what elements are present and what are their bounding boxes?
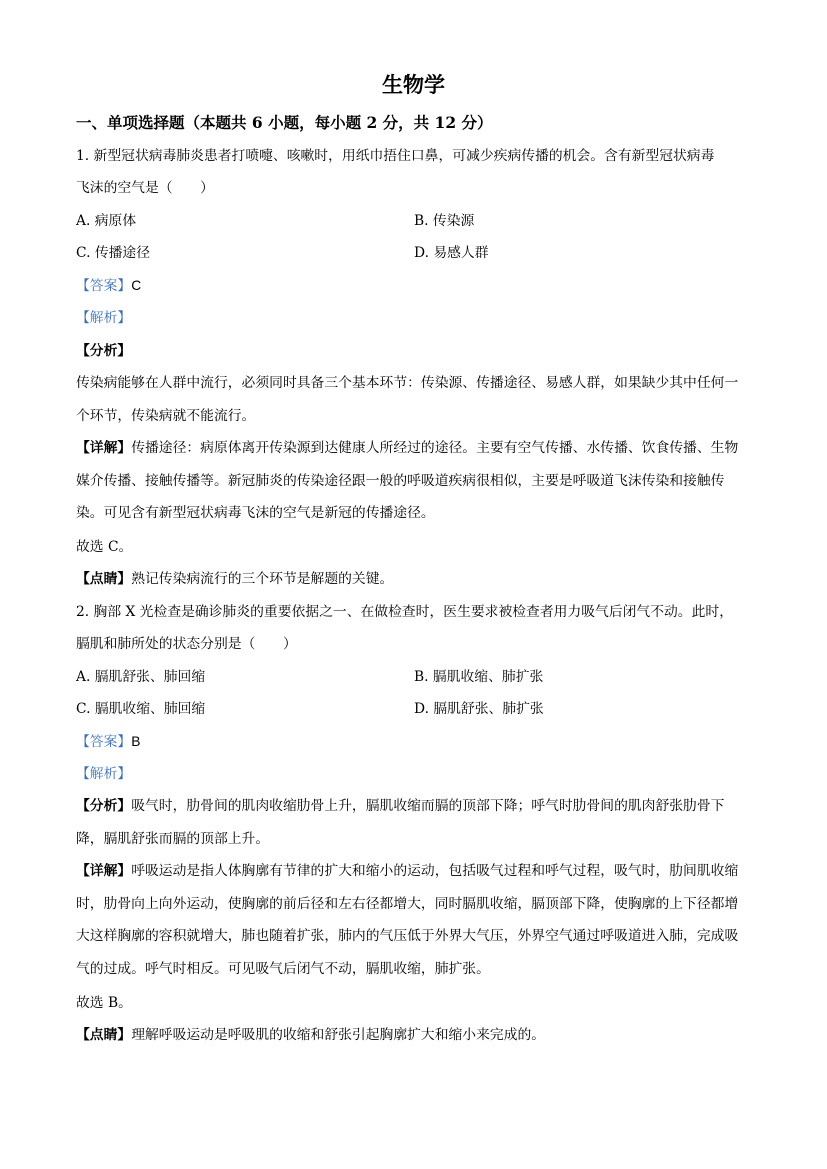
q1-comment-text: 熟记传染病流行的三个环节是解题的关键。 — [131, 571, 394, 587]
q1-option-b: B. 传染源 — [414, 213, 475, 229]
q2-option-b: B. 膈肌收缩、肺扩张 — [414, 669, 544, 685]
q1-answer-value: C — [131, 278, 142, 293]
q2-fenxi-tag: 【分析】 — [76, 798, 132, 814]
q2-answer-value: B — [131, 734, 141, 749]
q2-detail-tag: 【详解】 — [76, 863, 132, 879]
q2-stem-line1: 2. 胸部 X 光检查是确诊肺炎的重要依据之一、在做检查时，医生要求被检查者用力吸气后闭气不动。此时， — [76, 604, 733, 620]
q2-option-d: D. 膈肌舒张、肺扩张 — [414, 701, 544, 717]
q2-comment-tag: 【点睛】 — [76, 1027, 132, 1043]
q2-detail — [76, 855, 752, 985]
q1-stem-line1: 1. 新型冠状病毒肺炎患者打喷嚏、咳嗽时，用纸巾捂住口鼻，可减少疾病传播的机会。含有新型冠状病毒 — [76, 148, 715, 164]
q2-answer — [76, 731, 140, 753]
q2-comment — [76, 1024, 545, 1046]
page-title: 生物学 — [382, 72, 445, 97]
q1-stem-line2: 飞沫的空气是（ ） — [76, 180, 214, 196]
q2-answer-tag: 【答案】 — [76, 734, 132, 750]
q2-option-a: A. 膈肌舒张、肺回缩 — [76, 669, 206, 685]
q1-answer — [76, 275, 141, 297]
q2-option-c: C. 膈肌收缩、肺回缩 — [76, 701, 206, 717]
q2-detail-text: 呼吸运动是指人体胸廓有节律的扩大和缩小的运动，包括吸气过程和呼气过程，吸气时，肋间肌收缩时，肋骨向上向外运动，使胸廓的前后径和左右径都增大，同时膈肌收缩，膈顶部下降，使胸廓的上下径都增大这样胸廓的容积就增大，肺也随着扩张，肺内的气压低于外界大气压，外界空气通过呼吸道进入肺，完成吸气的过成。呼气时相反。可见吸气后闭气不动，膈肌收缩，肺扩张。 — [76, 863, 739, 977]
q2-comment-text: 理解呼吸运动是呼吸肌的收缩和舒张引起胸廓扩大和缩小来完成的。 — [131, 1027, 546, 1043]
q1-detail-tag: 【详解】 — [76, 440, 132, 456]
q1-comment — [76, 568, 393, 590]
q1-option-a: A. 病原体 — [76, 213, 137, 229]
q2-stem-line2: 膈肌和肺所处的状态分别是（ ） — [76, 636, 297, 652]
q1-option-c: C. 传播途径 — [76, 245, 151, 261]
q2-analysis-tag: 【解析】 — [76, 766, 132, 782]
q1-comment-tag: 【点睛】 — [76, 571, 132, 587]
q1-option-d: D. 易感人群 — [414, 245, 489, 261]
q1-answer-tag: 【答案】 — [76, 278, 132, 294]
q2-fenxi-text: 吸气时，肋骨间的肌肉收缩肋骨上升，膈肌收缩而膈的顶部下降；呼气时肋骨间的肌肉舒张肋骨下降，膈肌舒张而膈的顶部上升。 — [76, 798, 725, 847]
q1-detail-text: 传播途径：病原体离开传染源到达健康人所经过的途径。主要有空气传播、水传播、饮食传播、生物媒介传播、接触传播等。新冠肺炎的传染途径跟一般的呼吸道疾病很相似，主要是呼吸道飞沫传染和接触传染。可见含有新型冠状病毒飞沫的空气是新冠的传播途径。 — [76, 440, 739, 521]
q1-detail — [76, 432, 752, 530]
q1-analysis-tag: 【解析】 — [76, 310, 132, 326]
q1-fenxi-tag: 【分析】 — [76, 343, 132, 359]
q1-fenxi-text: 传染病能够在人群中流行，必须同时具备三个基本环节：传染源、传播途径、易感人群，如果缺少其中任何一个环节，传染病就不能流行。 — [76, 375, 739, 424]
section-heading: 一、单项选择题（本题共 6 小题，每小题 2 分，共 12 分） — [76, 113, 493, 132]
q1-conclusion: 故选 C。 — [76, 539, 133, 555]
q2-fenxi — [76, 790, 752, 855]
q2-conclusion: 故选 B。 — [76, 995, 132, 1011]
